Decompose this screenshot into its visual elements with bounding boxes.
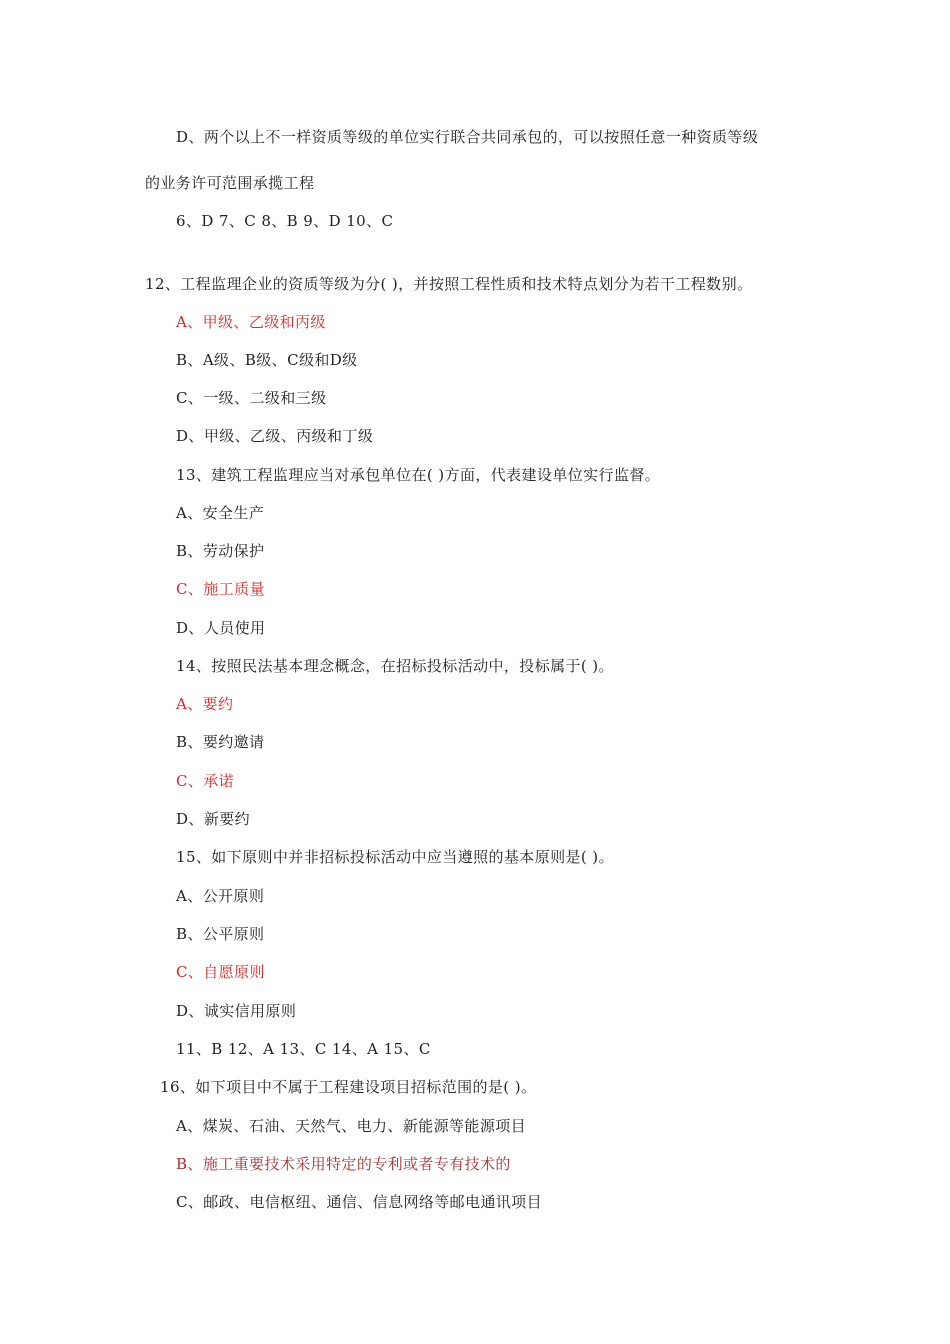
q15-option-b: B、公平原则 [176,925,265,943]
q12-option-a: A、甲级、乙级和丙级 [176,313,326,331]
q14-option-b: B、要约邀请 [176,733,265,751]
question-15: 15、如下原则中并非招标投标活动中应当遵照的基本原则是( )。 [176,848,614,866]
q16-option-b: B、施工重要技术采用特定的专利或者专有技术的 [176,1155,511,1173]
q13-option-c: C、施工质量 [176,580,265,598]
q13-option-a: A、安全生产 [176,504,265,522]
q16-option-c: C、邮政、电信枢纽、通信、信息网络等邮电通讯项目 [176,1193,543,1211]
q14-option-a: A、要约 [176,695,234,713]
q13-option-d: D、人员使用 [176,619,266,637]
question-14: 14、按照民法基本理念概念，在招标投标活动中，投标属于( )。 [176,657,614,675]
answer-key-6-10: 6、D 7、C 8、B 9、D 10、C [176,212,394,230]
option-d-line2: 的业务许可范围承揽工程 [145,174,315,192]
option-d-line1: D、两个以上不一样资质等级的单位实行联合共同承包的，可以按照任意一种资质等级 [176,128,759,146]
answer-key-11-15: 11、B 12、A 13、C 14、A 15、C [176,1040,431,1058]
q12-option-c: C、一级、二级和三级 [176,389,327,407]
q12-option-d: D、甲级、乙级、丙级和丁级 [176,427,374,445]
question-13: 13、建筑工程监理应当对承包单位在( )方面，代表建设单位实行监督。 [176,466,661,484]
question-16: 16、如下项目中不属于工程建设项目招标范围的是( )。 [160,1078,537,1096]
q15-option-d: D、诚实信用原则 [176,1002,297,1020]
q14-option-d: D、新要约 [176,810,251,828]
q13-option-b: B、劳动保护 [176,542,265,560]
q16-option-a: A、煤炭、石油、天然气、电力、新能源等能源项目 [176,1117,527,1135]
question-12: 12、工程监理企业的资质等级为分( )，并按照工程性质和技术特点划分为若干工程数别。 [145,275,753,293]
q14-option-c: C、承诺 [176,772,235,790]
q15-option-a: A、公开原则 [176,887,265,905]
q15-option-c: C、自愿原则 [176,963,265,981]
q12-option-b: B、A级、B级、C级和D级 [176,351,358,369]
